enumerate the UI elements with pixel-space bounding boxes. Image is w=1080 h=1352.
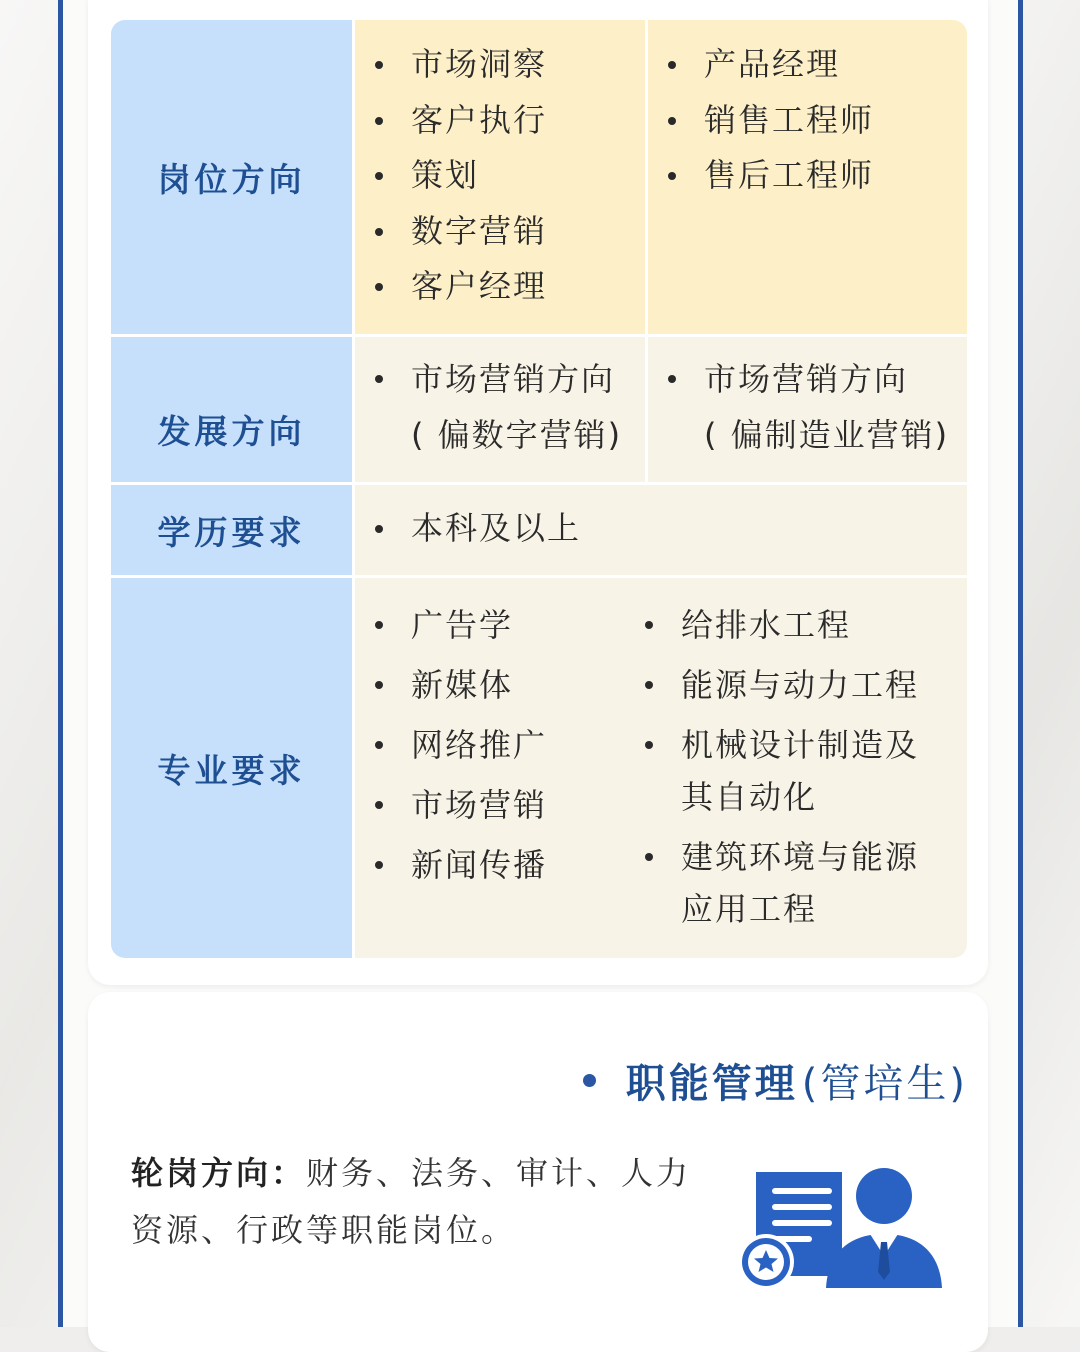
dev-line2: ( 偏制造业营销) <box>704 416 950 454</box>
list-item: 销售工程师 <box>648 93 967 149</box>
dev-line2: ( 偏数字营销) <box>411 416 623 454</box>
list-item: 客户经理 <box>355 259 645 315</box>
row-header-position: 岗位方向 <box>111 20 352 334</box>
major-line1: 能源与动力工程 <box>681 666 920 704</box>
bullet-dot <box>645 621 653 629</box>
list-item: 策划 <box>355 148 645 204</box>
section-title: 职能管理 <box>625 1061 798 1107</box>
bullet-dot <box>668 375 676 383</box>
manager-with-document-icon <box>730 1160 950 1300</box>
position-list-left-cell <box>355 20 645 334</box>
rotation-label: 轮岗方向： <box>131 1154 307 1192</box>
major-line1: 给排水工程 <box>681 606 852 644</box>
list-item: 网络推广 <box>355 715 625 775</box>
section-subtitle: (管培生) <box>801 1061 968 1107</box>
list-item <box>625 655 967 715</box>
rotation-text: 财务、法务、审计、人力资源、行政等职能岗位。 <box>131 1154 692 1249</box>
frame-border-right <box>1018 0 1023 1327</box>
development-left-cell <box>355 337 645 482</box>
list-item: 新媒体 <box>355 655 625 715</box>
row-header-education: 学历要求 <box>111 485 352 575</box>
list-item <box>625 831 967 935</box>
list-item <box>625 719 967 823</box>
rotation-description <box>131 1145 716 1259</box>
title-bullet <box>583 1074 596 1087</box>
dev-line1: 市场营销方向 <box>704 360 909 398</box>
major-line2: 应用工程 <box>681 890 818 928</box>
column-divider <box>352 20 355 958</box>
column-divider <box>645 20 648 482</box>
education-list <box>355 501 967 557</box>
list-item: 本科及以上 <box>355 501 967 557</box>
position-list-right-cell <box>648 20 967 334</box>
education-cell <box>355 485 967 575</box>
list-item: 广告学 <box>355 595 625 655</box>
bullet-dot <box>375 375 383 383</box>
list-item: 市场营销 <box>355 775 625 835</box>
list-item: 客户执行 <box>355 93 645 149</box>
bullet-dot <box>645 681 653 689</box>
list-item: 产品经理 <box>648 37 967 93</box>
major-cell <box>355 578 967 958</box>
bullet-dot <box>645 853 653 861</box>
list-item: 市场洞察 <box>355 37 645 93</box>
section-title-function <box>583 1052 968 1109</box>
row-header-development: 发展方向 <box>111 337 352 482</box>
development-right-cell <box>648 337 967 482</box>
major-line1: 机械设计制造及 <box>681 726 920 764</box>
list-item: 新闻传播 <box>355 835 625 895</box>
list-item <box>625 595 967 655</box>
major-line1: 建筑环境与能源 <box>681 838 920 876</box>
position-list-left <box>355 37 645 315</box>
major-line2: 其自动化 <box>681 778 818 816</box>
position-list-right <box>648 37 967 204</box>
list-item <box>355 351 645 463</box>
dev-line1: 市场营销方向 <box>411 360 616 398</box>
list-item <box>648 351 967 463</box>
major-list-left <box>355 595 625 895</box>
list-item: 售后工程师 <box>648 148 967 204</box>
list-item: 数字营销 <box>355 204 645 260</box>
bullet-dot <box>645 741 653 749</box>
job-requirements-table <box>111 20 967 958</box>
row-header-major: 专业要求 <box>111 578 352 958</box>
